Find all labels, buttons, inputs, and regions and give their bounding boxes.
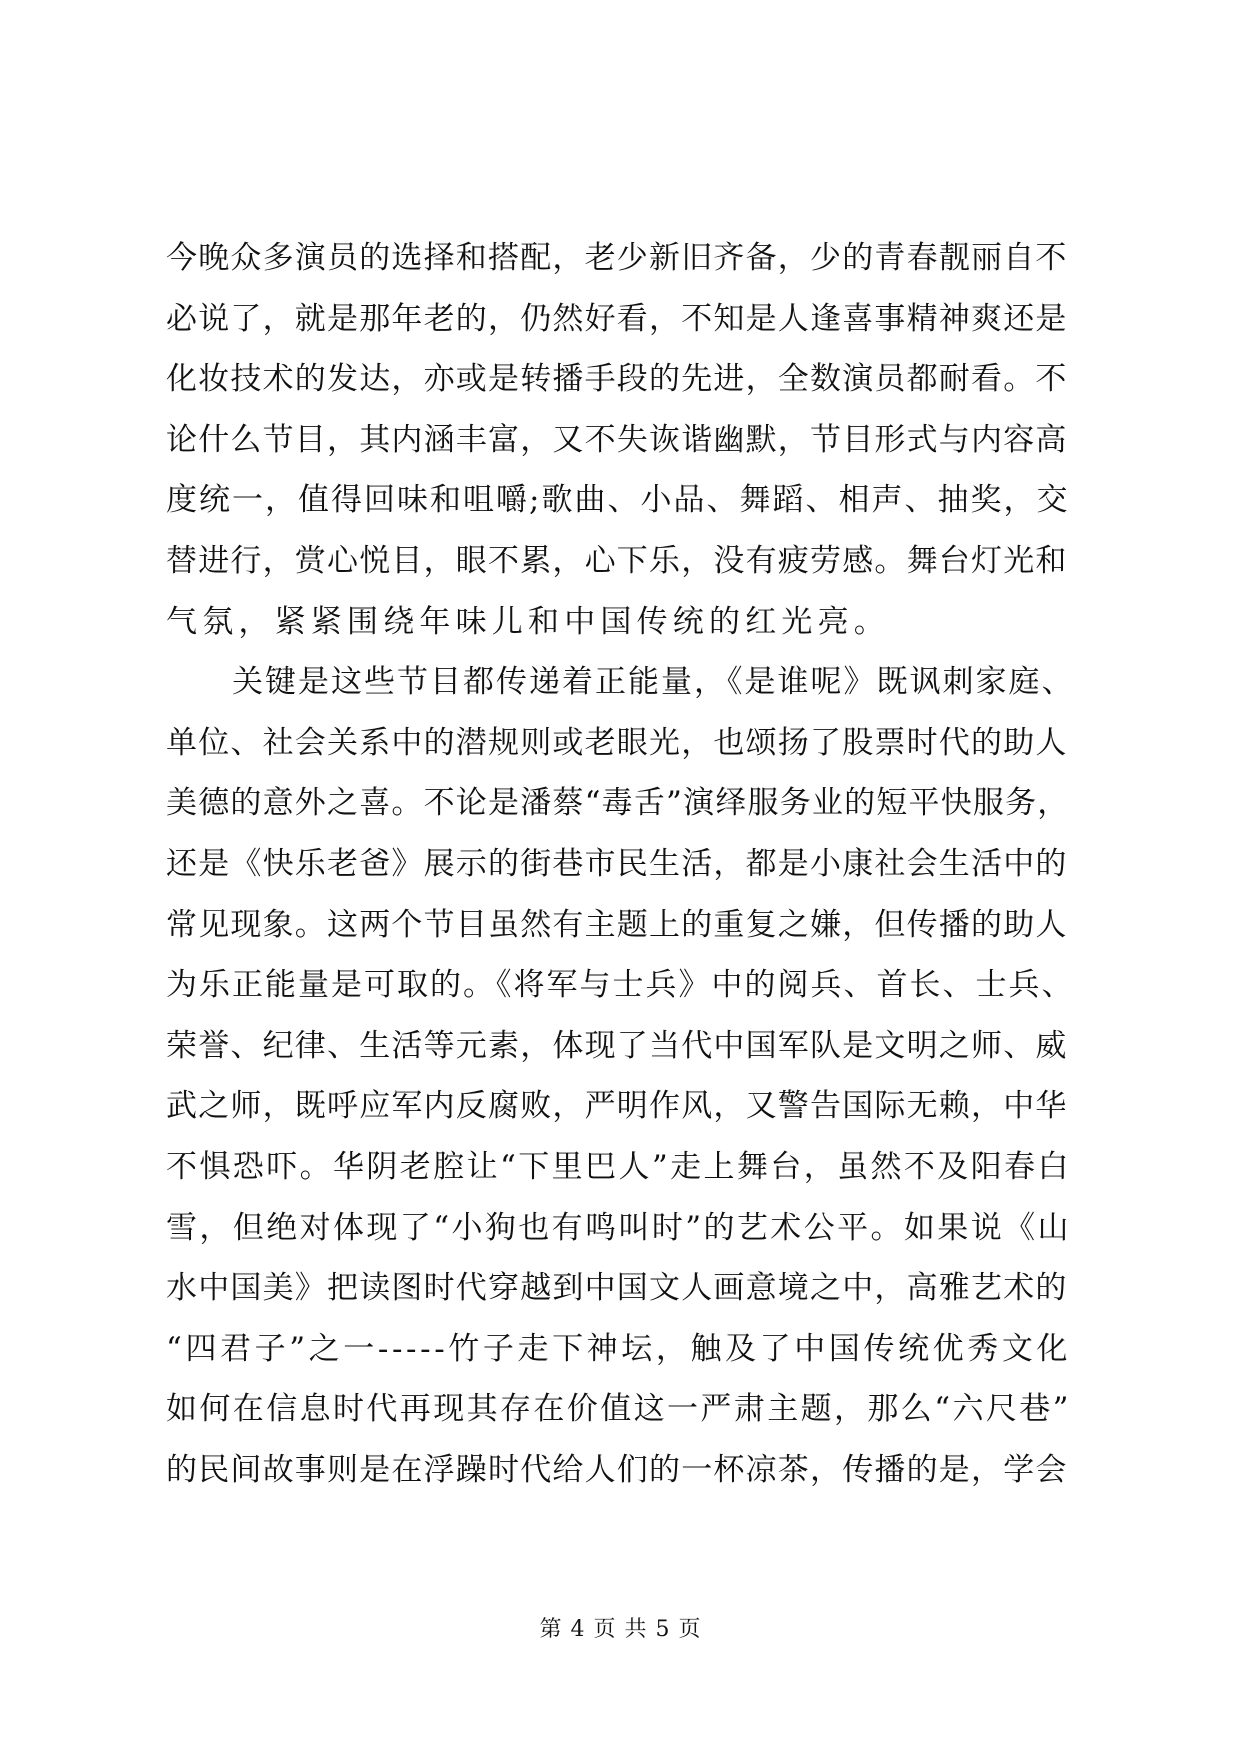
text-line: 关键是这些节目都传递着正能量，《是谁呢》既讽刺家庭、: [166, 664, 1075, 701]
text-line: 度统一，值得回味和咀嚼;歌曲、小品、舞蹈、相声、抽奖，交: [166, 482, 1070, 519]
text-line: 论什么节目，其内涵丰富，又不失诙谐幽默，节目形式与内容高: [166, 421, 1068, 458]
text-line: 常见现象。这两个节目虽然有主题上的重复之嫌，但传播的助人: [166, 906, 1068, 943]
text-line: 雪，但绝对体现了“小狗也有鸣叫时”的艺术公平。如果说《山: [166, 1209, 1071, 1246]
text-line: 为乐正能量是可取的。《将军与士兵》中的阅兵、首长、士兵、: [166, 967, 1075, 1004]
text-line: 的民间故事则是在浮躁时代给人们的一杯凉茶，传播的是，学会: [166, 1451, 1068, 1488]
text-line: 还是《快乐老爸》展示的街巷市民生活，都是小康社会生活中的: [166, 845, 1068, 882]
text-line: 替进行，赏心悦目，眼不累，心下乐，没有疲劳感。舞台灯光和: [166, 542, 1068, 579]
text-line: 水中国美》把读图时代穿越到中国文人画意境之中，高雅艺术的: [166, 1270, 1068, 1307]
text-line: 今晚众多演员的选择和搭配，老少新旧齐备，少的青春靓丽自不: [166, 240, 1068, 276]
body-text: [166, 228, 1078, 1500]
text-line: 必说了，就是那年老的，仍然好看，不知是人逢喜事精神爽还是: [166, 300, 1068, 337]
text-line: 化妆技术的发达，亦或是转播手段的先进，全数演员都耐看。不: [166, 361, 1068, 398]
text-line: 如何在信息时代再现其存在价值这一严肃主题，那么“六尺巷”: [166, 1391, 1071, 1428]
text-line: 美德的意外之喜。不论是潘蔡“毒舌”演绎服务业的短平快服务，: [166, 785, 1070, 822]
text-line: 武之师，既呼应军内反腐败，严明作风，又警告国际无赖，中华: [166, 1088, 1068, 1125]
text-line: 荣誉、纪律、生活等元素，体现了当代中国军队是文明之师、威: [166, 1027, 1068, 1064]
text-line: 气氛，紧紧围绕年味儿和中国传统的红光亮。: [166, 603, 890, 640]
text-line: 不惧恐吓。华阴老腔让“下里巴人”走上舞台，虽然不及阳春白: [166, 1148, 1071, 1185]
text-line: 单位、社会关系中的潜规则或老眼光，也颂扬了股票时代的助人: [166, 724, 1068, 761]
page-footer: 第 4 页 共 5 页: [539, 1617, 702, 1642]
text-line: “四君子”之一-----竹子走下神坛，触及了中国传统优秀文化: [166, 1330, 1072, 1367]
